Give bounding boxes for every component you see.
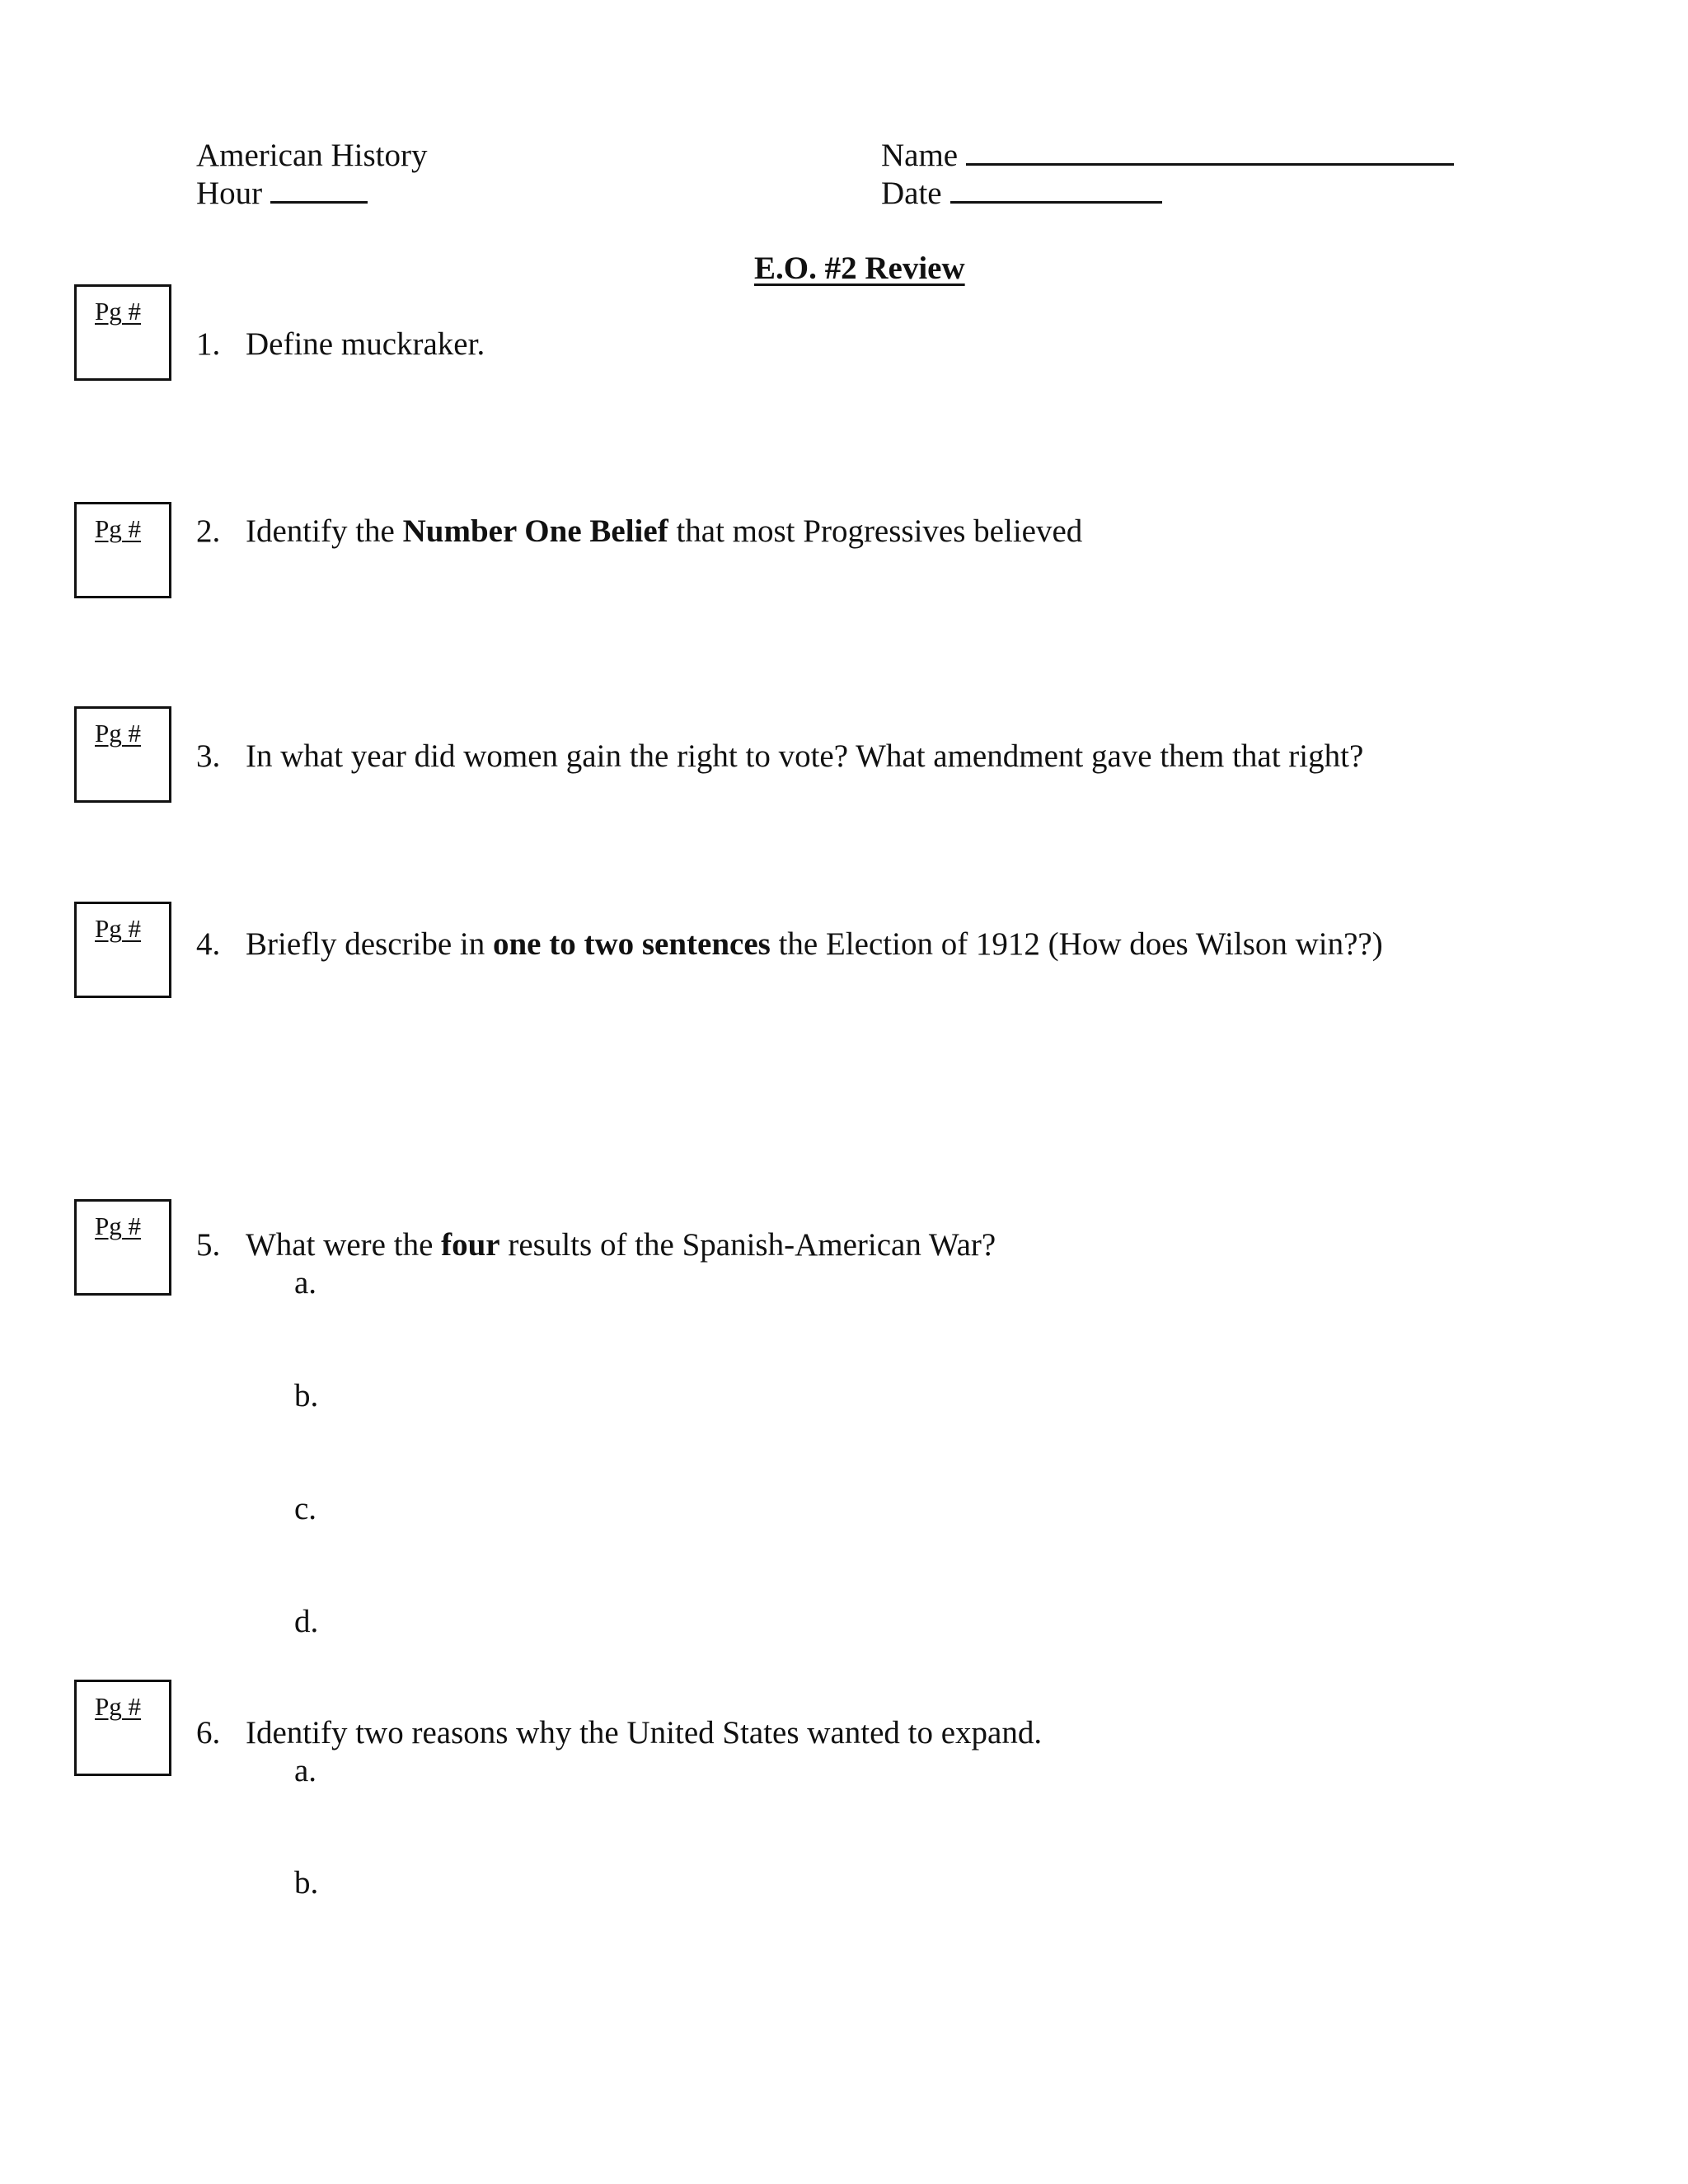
- question-6: [196, 1714, 1042, 1752]
- question-5: [196, 1226, 996, 1264]
- answer-item: c.: [294, 1491, 317, 1526]
- question-number: 6.: [196, 1715, 221, 1750]
- date-label: Date: [881, 176, 942, 211]
- question-number: 5.: [196, 1227, 221, 1263]
- answer-item: b.: [294, 1865, 319, 1900]
- hour-field[interactable]: [196, 175, 368, 213]
- pg-label: Pg #: [95, 914, 141, 943]
- page-number-box[interactable]: [74, 284, 171, 381]
- course-name: American History: [196, 138, 428, 173]
- question-text: Define muckraker.: [246, 326, 485, 362]
- question-number: 4.: [196, 926, 221, 962]
- answer-item: a.: [294, 1265, 317, 1301]
- hour-label: Hour: [196, 176, 263, 211]
- date-field[interactable]: [881, 175, 1162, 213]
- name-blank[interactable]: [966, 137, 1454, 166]
- page-number-box[interactable]: [74, 1199, 171, 1296]
- question-number: 1.: [196, 326, 221, 362]
- question-1: [196, 326, 485, 363]
- pg-label: Pg #: [95, 1212, 141, 1240]
- question-emphasis: four: [441, 1227, 500, 1263]
- page-number-box[interactable]: [74, 1680, 171, 1776]
- pg-label: Pg #: [95, 297, 141, 326]
- pg-label: Pg #: [95, 514, 141, 543]
- question-2: [196, 513, 1082, 551]
- page-number-box[interactable]: [74, 706, 171, 803]
- question-3: [196, 738, 1363, 776]
- question-4: [196, 926, 1383, 963]
- page-title: E.O. #2 Review: [754, 251, 965, 286]
- question-emphasis: Number One Belief: [402, 513, 668, 549]
- name-label: Name: [881, 138, 959, 173]
- question-number: 2.: [196, 513, 221, 549]
- answer-item: b.: [294, 1378, 319, 1413]
- question-text-end: results of the Spanish-American War?: [499, 1227, 996, 1263]
- question-emphasis: one to two sentences: [492, 926, 771, 962]
- question-text: Briefly describe in: [246, 926, 493, 962]
- answer-item: d.: [294, 1604, 319, 1639]
- question-text: Identify the: [246, 513, 403, 549]
- name-field[interactable]: [881, 137, 1454, 175]
- page-number-box[interactable]: [74, 502, 171, 598]
- question-text-end: the Election of 1912 (How does Wilson win??): [770, 926, 1383, 962]
- pg-label: Pg #: [95, 719, 141, 748]
- hour-blank[interactable]: [270, 175, 368, 204]
- question-text-end: that most Progressives believed: [668, 513, 1083, 549]
- page-number-box[interactable]: [74, 902, 171, 998]
- question-text: In what year did women gain the right to vote? What amendment gave them that right?: [246, 738, 1364, 774]
- question-text: What were the: [246, 1227, 442, 1263]
- answer-item: a.: [294, 1753, 317, 1788]
- date-blank[interactable]: [950, 175, 1162, 204]
- question-number: 3.: [196, 738, 221, 774]
- question-text: Identify two reasons why the United States wanted to expand.: [246, 1715, 1043, 1750]
- pg-label: Pg #: [95, 1692, 141, 1721]
